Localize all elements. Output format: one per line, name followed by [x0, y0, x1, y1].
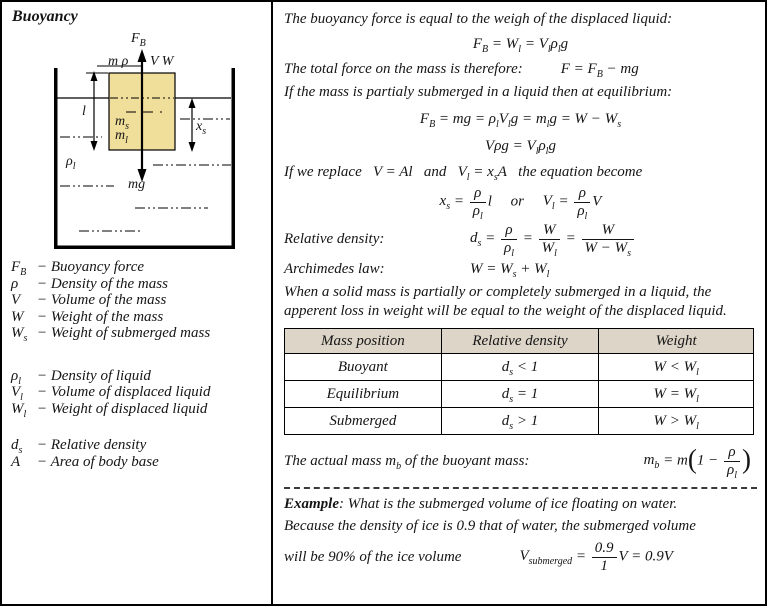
total-force-formula: $F = F_B$ − mg [560, 61, 639, 80]
legend-item [11, 401, 267, 418]
archimedes-paragraph: When a solid mass is partially or completely submerged in a liquid, the apperent loss in weight will be equal to the weight of the displaced liquid. [284, 284, 727, 319]
legend-item [11, 368, 267, 385]
table-row [285, 381, 754, 408]
tank-right-wall [232, 68, 236, 249]
archimedes-formula: $W = W_s + W_l$ [470, 261, 550, 280]
tank-left-wall [54, 68, 58, 249]
displaced-mass-label: $m_l$ [115, 128, 128, 146]
archimedes-line [284, 259, 757, 279]
header-weight: Weight [599, 329, 754, 354]
symbol-legend [11, 259, 267, 470]
legend-desc: − Volume of displaced liquid [37, 384, 211, 400]
legend-desc: − Area of body base [37, 453, 159, 470]
legend-symbol: $d_s$ [11, 437, 23, 456]
equilibrium-formula: $F_B$ = mg = $\rho_lV_lg = m_lg = W - W_s$ [419, 111, 622, 130]
section-divider [284, 487, 757, 489]
submerged-depth-arrow [189, 98, 196, 152]
relative-density-formula: $d_s$ = $\frac{\rho}{\rho_l}$ = $\frac{W}{W_l}$ = $\frac{W}{W - W_s}$ [470, 222, 636, 256]
length-arrow [86, 71, 108, 151]
legend-symbol: $\rho_l$ [11, 367, 21, 387]
table-header-row [285, 329, 754, 354]
legend-desc: − Density of the mass [37, 275, 168, 292]
total-force-label: The total force on the mass is therefore: [284, 61, 523, 77]
legend-item [11, 309, 267, 326]
archimedes-label: Archimedes law: [284, 261, 385, 277]
cell-position: Buoyant [285, 354, 442, 381]
legend-symbol: $V_l$ [11, 384, 23, 403]
relations-table [284, 328, 754, 435]
cell-relative-density: $d_s = 1$ [441, 381, 599, 408]
legend-desc: − Density of liquid [37, 367, 151, 384]
cell-weight: $W = W_l$ [599, 381, 754, 408]
legend-symbol: A [11, 453, 21, 470]
legend-desc: − Volume of the mass [37, 292, 167, 308]
page-title: Buoyancy [12, 8, 78, 25]
relative-density-label: Relative density: [284, 231, 385, 247]
legend-desc: − Relative density [37, 437, 147, 453]
example-line3 [284, 540, 757, 574]
legend-symbol: $W_s$ [11, 325, 28, 344]
example-word: Example [284, 496, 339, 512]
cell-relative-density: $d_s > 1$ [441, 408, 599, 435]
tank-bottom [54, 246, 235, 250]
xs-vl-formula: $x_s$ = $\frac{\rho}{\rho_l}$ l or $V_l$ = $\frac{\rho}{\rho_l}$ V [439, 185, 602, 222]
example-conclusion: will be 90% of the ice volume [284, 549, 462, 565]
legend-desc: − Weight of the mass [37, 308, 164, 325]
buoyancy-formula: $F_B = W_l = V_l\rho_lg$ [472, 36, 569, 55]
legend-desc: − Buoyancy force [37, 259, 145, 275]
liquid-density-label: $\rho_l$ [66, 154, 76, 172]
example-line1 [284, 494, 757, 514]
legend-symbol: $F_B$ [11, 259, 27, 278]
cell-weight: $W > W_l$ [599, 408, 754, 435]
legend-item [11, 259, 267, 276]
cell-position: Equilibrium [285, 381, 442, 408]
legend-item [11, 384, 267, 401]
example-line2: Because the density of ice is 0.9 that of water, the submerged volume [284, 518, 696, 534]
legend-symbol: $W_l$ [11, 400, 27, 420]
relative-density-line [284, 222, 757, 259]
legend-item [11, 276, 267, 293]
table-row [285, 408, 754, 435]
header-relative-density: Relative density [441, 329, 599, 354]
legend-symbol: W [11, 308, 24, 325]
gravity-label: mg [128, 177, 146, 192]
header-mass-position: Mass position [285, 329, 442, 354]
legend-item [11, 437, 267, 454]
cell-relative-density: $d_s < 1$ [441, 354, 599, 381]
example-formula: $V_{submerged}$ = $\frac{0.9}{1}$ V = 0.9V [519, 540, 673, 574]
submerged-depth-label: $x_s$ [196, 119, 207, 137]
volume-weight-label: V W [150, 54, 174, 69]
diagram-canvas [2, 26, 260, 258]
actual-mass-formula: $m_b = m(1$ − $\frac{\rho}{\rho_l}$ ) [643, 443, 751, 481]
legend-symbol: ρ [11, 275, 19, 292]
actual-mass-label: The actual mass $m_b$ of the buoyant mass: [284, 453, 530, 472]
intro-line: The buoyancy force is equal to the weigh of the displaced liquid: [284, 11, 673, 27]
legend-item [11, 454, 267, 471]
legend-item [11, 325, 267, 342]
total-force-line [284, 59, 757, 79]
buoyancy-diagram [2, 26, 260, 258]
legend-desc: − Weight of displaced liquid [37, 400, 208, 417]
example-question: : What is the submerged volume of ice floating on water. [339, 496, 678, 512]
right-panel [273, 2, 765, 604]
buoyancy-force-label: $F_B$ [131, 31, 146, 49]
volume-formula: $V\rho g = V_l\rho_lg$ [485, 138, 556, 157]
mass-density-label: m ρ [108, 54, 129, 69]
partial-submerged-line: If the mass is partialy submerged in a liquid then at equilibrium: [284, 84, 673, 100]
submerged-mass-label: $m_s$ [115, 114, 130, 132]
length-label: l [82, 104, 86, 119]
legend-desc: − Weight of submerged mass [37, 325, 211, 341]
buoyancy-arrow-head [138, 49, 147, 62]
cell-position: Submerged [285, 408, 442, 435]
legend-symbol: V [11, 292, 21, 308]
actual-mass-line [284, 443, 757, 481]
table-row [285, 354, 754, 381]
replace-line: If we replace V = Al and $V_l = x_sA$ the equation become [284, 164, 643, 183]
left-panel [2, 2, 273, 604]
legend-item [11, 292, 267, 309]
cell-weight: $W < W_l$ [599, 354, 754, 381]
